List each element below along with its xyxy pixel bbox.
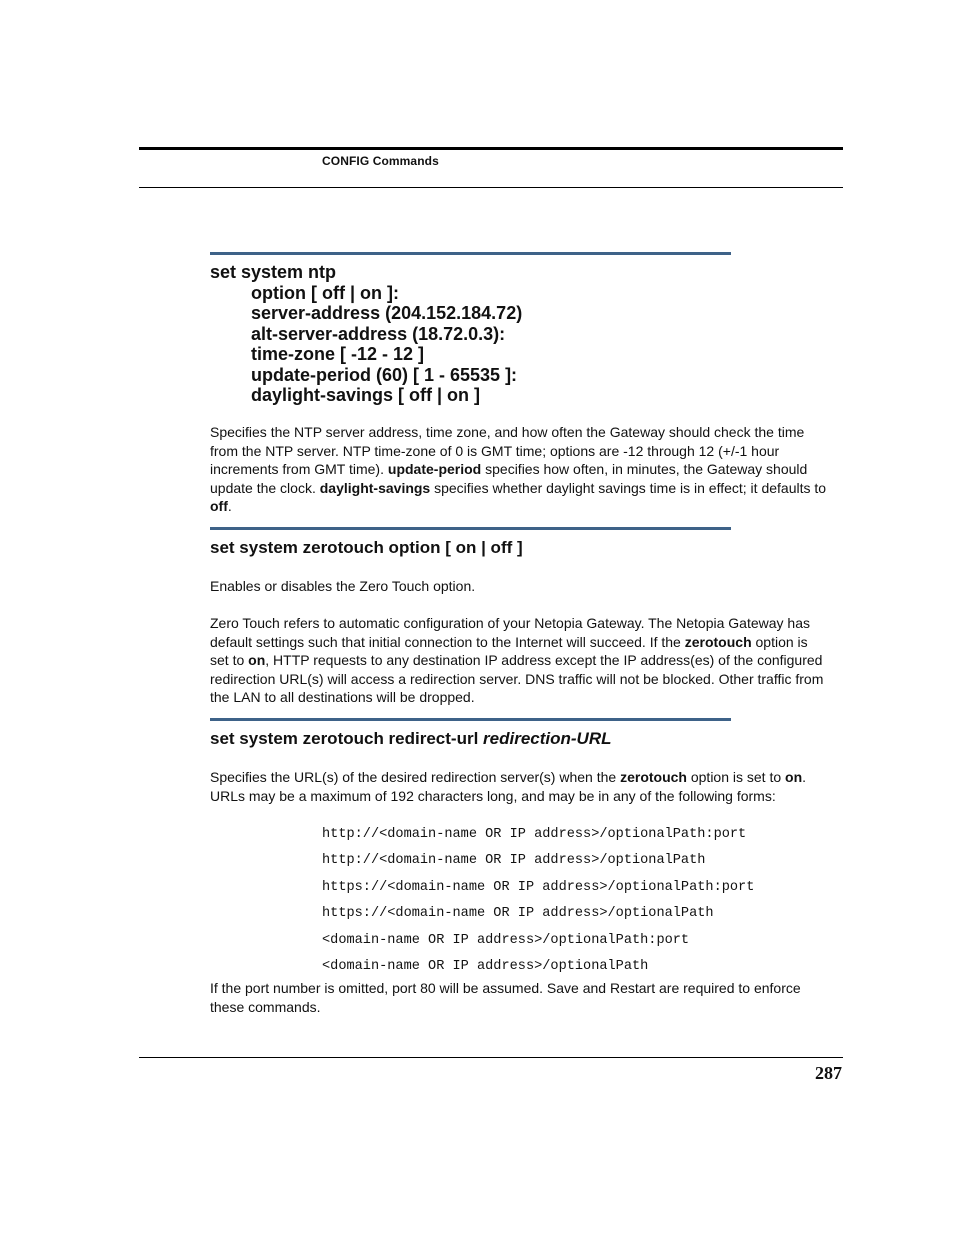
url-form: https://<domain-name OR IP address>/optionalPath:port [322,880,755,895]
ntp-command-block [210,262,522,406]
command-line: alt-server-address (18.72.0.3): [251,323,506,344]
section-rule [210,527,731,530]
page-number: 287 [815,1063,842,1083]
url-form: http://<domain-name OR IP address>/optionalPath [322,853,706,868]
redirect-url-description: Specifies the URL(s) of the desired redirection server(s) when the zerotouch option is set to on. URLs may be a maximum of 192 characters long, and may be in any of the following forms: [210,769,807,804]
command-line: set system ntp [210,262,337,282]
header-rule [139,147,843,150]
section-rule [210,718,731,721]
command-line: update-period (60) [ 1 - 65535 ]: [251,364,518,385]
zerotouch-option-heading: set system zerotouch option [ on | off ] [210,538,523,557]
url-form: https://<domain-name OR IP address>/optionalPath [322,906,714,921]
redirect-url-note: If the port number is omitted, port 80 will be assumed. Save and Restart are required to enforce these commands. [210,980,801,1015]
url-form: <domain-name OR IP address>/optionalPath [322,959,649,974]
footer-divider [139,1057,843,1058]
command-line: server-address (204.152.184.72) [251,303,523,323]
url-form: <domain-name OR IP address>/optionalPath:port [322,933,690,948]
ntp-description: Specifies the NTP server address, time zone, and how often the Gateway should check the time from the NTP server. NTP time-zone of 0 is GMT time; options are -12 through 12 (+/-1 hour increments from GMT time). update-period specifies how often, in minutes, the Gateway should update the clock. daylight-savings specifies whether daylight savings time is in effect; it defaults to off. [210,424,827,515]
zerotouch-option-summary: Enables or disables the Zero Touch option. [210,578,476,594]
running-header: CONFIG Commands [322,154,439,168]
redirect-url-heading: set system zerotouch redirect-url redirection-URL [210,729,612,748]
command-line: time-zone [ -12 - 12 ] [251,344,425,364]
command-line: option [ off | on ]: [251,282,399,303]
header-divider [139,187,843,188]
url-form: http://<domain-name OR IP address>/optionalPath:port [322,827,747,842]
section-rule [210,252,731,255]
command-line: daylight-savings [ off | on ] [251,385,481,405]
zerotouch-option-description: Zero Touch refers to automatic configuration of your Netopia Gateway. The Netopia Gateway has default settings such that initial connection to the Internet will succeed. If the zerotouch option is set to on, HTTP requests to any destination IP address except the IP address(es) of the configured redirection URL(s) will access a redirection server. DNS traffic will not be blocked. Other traffic from the LAN to all destinations will be dropped. [210,615,824,706]
